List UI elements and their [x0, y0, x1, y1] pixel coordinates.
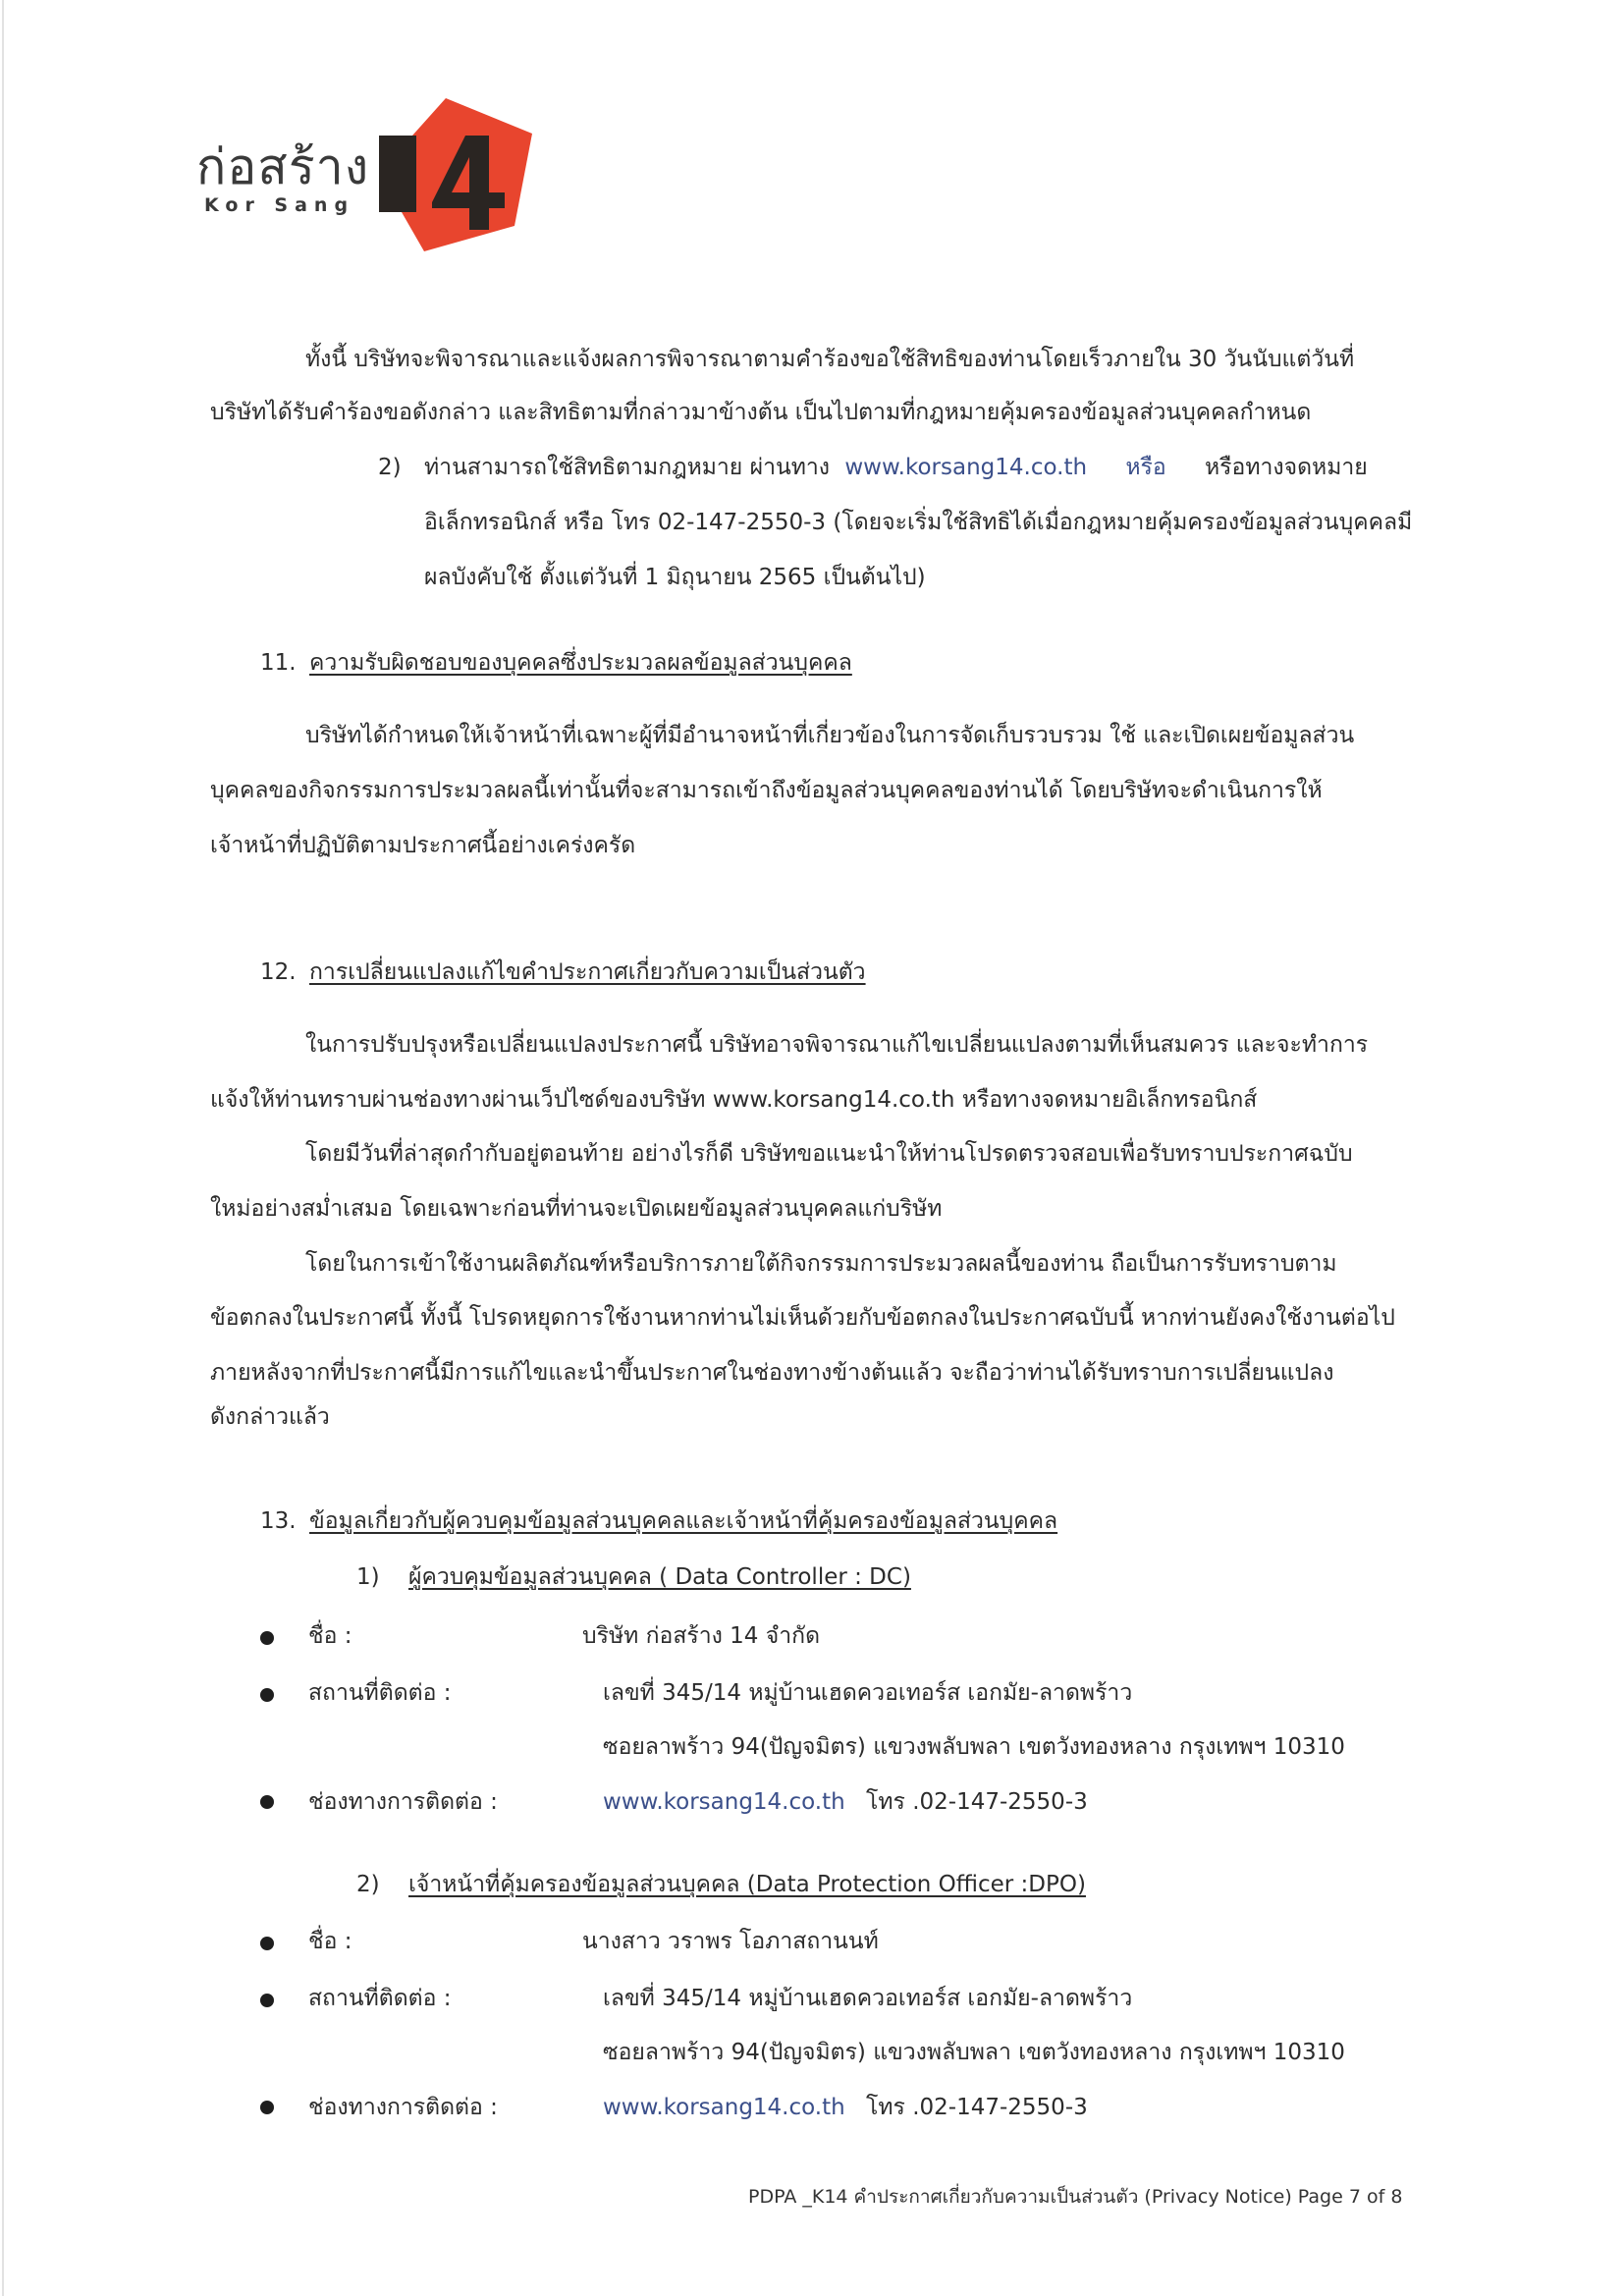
dpo-address-label: สถานที่ติดต่อ : — [308, 1986, 452, 2011]
dc-address-label: สถานที่ติดต่อ : — [308, 1680, 452, 1706]
item-2-text-part2: หรือทางจดหมาย — [1205, 455, 1368, 480]
dc-contact-bullet — [260, 1795, 274, 1809]
dpo-name-value: นางสาว วราพร โอภาสถานนท์ — [582, 1929, 879, 1954]
dpo-address-bullet — [260, 1994, 274, 2007]
section-12-number: 12. — [260, 959, 297, 985]
section-13-heading: ข้อมูลเกี่ยวกับผู้ควบคุมข้อมูลส่วนบุคคลและเจ้าหน้าที่คุ้มครองข้อมูลส่วนบุคคล — [309, 1508, 1058, 1534]
intro-line-1: ทั้งนี้ บริษัทจะพิจารณาและแจ้งผลการพิจารณาตามคำร้องขอใช้สิทธิของท่านโดยเร็วภายใน 30 วันนับแต่วันที่ — [305, 347, 1355, 372]
logo-pentagon-mark — [367, 96, 534, 253]
dc-contact-value — [603, 1787, 1088, 1817]
dpo-phone: โทร .02-147-2550-3 — [866, 2095, 1088, 2120]
item-2-text — [424, 453, 1368, 482]
dc-number: 1) — [356, 1564, 380, 1590]
dpo-contact-value — [603, 2093, 1088, 2122]
section-11-heading: ความรับผิดชอบของบุคคลซึ่งประมวลผลข้อมูลส่วนบุคคล — [309, 650, 852, 676]
dpo-number: 2) — [356, 1872, 380, 1897]
dpo-name-label: ชื่อ : — [308, 1929, 352, 1954]
item-2-website-link[interactable]: www.korsang14.co.th — [844, 455, 1088, 480]
scan-edge — [2, 0, 4, 2296]
dc-name-label: ชื่อ : — [308, 1623, 352, 1649]
item-2-or: หรือ — [1125, 455, 1166, 480]
item-2-line-3: ผลบังคับใช้ ตั้งแต่วันที่ 1 มิถุนายน 2565 เป็นต้นไป) — [424, 565, 926, 590]
dpo-contact-label: ช่องทางการติดต่อ : — [308, 2095, 498, 2120]
dpo-address-line-2: ซอยลาพร้าว 94(ปัญจมิตร) แขวงพลับพลา เขตวังทองหลาง กรุงเทพฯ 10310 — [603, 2040, 1345, 2065]
dpo-website-link[interactable]: www.korsang14.co.th — [603, 2095, 845, 2120]
section-12-p3-line-3: ภายหลังจากที่ประกาศนี้มีการแก้ไขและนำขึ้นประกาศในช่องทางข้างต้นแล้ว จะถือว่าท่านได้รับทราบการเปลี่ยนแปลง — [210, 1360, 1334, 1386]
section-13-number: 13. — [260, 1508, 297, 1534]
section-11-number: 11. — [260, 650, 297, 676]
dc-name-bullet — [260, 1631, 274, 1645]
dc-heading: ผู้ควบคุมข้อมูลส่วนบุคคล ( Data Controller : DC) — [408, 1564, 911, 1590]
section-12-p2-line-2: ใหม่อย่างสม่ำเสมอ โดยเฉพาะก่อนที่ท่านจะเปิดเผยข้อมูลส่วนบุคคลแก่บริษัท — [210, 1196, 943, 1222]
company-logo — [196, 96, 550, 253]
page-footer: PDPA _K14 คำประกาศเกี่ยวกับความเป็นส่วนตัว (Privacy Notice) Page 7 of 8 — [748, 2186, 1403, 2208]
logo-latin-text: Kor Sang — [204, 194, 355, 216]
section-12-p1-line-2: แจ้งให้ท่านทราบผ่านช่องทางผ่านเว็ปไซด์ของบริษัท www.korsang14.co.th หรือทางจดหมายอิเล็กทรอนิกส์ — [210, 1087, 1258, 1113]
section-11-line-2: บุคคลของกิจกรรมการประมวลผลนี้เท่านั้นที่จะสามารถเข้าถึงข้อมูลส่วนบุคคลของท่านได้ โดยบริษัทจะดำเนินการให้ — [210, 778, 1323, 803]
section-12-p2-line-1: โดยมีวันที่ล่าสุดกำกับอยู่ตอนท้าย อย่างไรก็ดี บริษัทขอแนะนำให้ท่านโปรดตรวจสอบเพื่อรับทราบประกาศฉบับ — [305, 1141, 1353, 1167]
section-12-p1-line-1: ในการปรับปรุงหรือเปลี่ยนแปลงประกาศนี้ บริษัทอาจพิจารณาแก้ไขเปลี่ยนแปลงตามที่เห็นสมควร และจะทำการ — [305, 1032, 1369, 1058]
dc-contact-label: ช่องทางการติดต่อ : — [308, 1789, 498, 1815]
section-12-p3-line-4: ดังกล่าวแล้ว — [210, 1404, 330, 1430]
intro-line-2: บริษัทได้รับคำร้องขอดังกล่าว และสิทธิตามที่กล่าวมาข้างต้น เป็นไปตามที่กฎหมายคุ้มครองข้อมูลส่วนบุคคลกำหนด — [210, 400, 1312, 425]
dc-name-value: บริษัท ก่อสร้าง 14 จำกัด — [582, 1623, 821, 1649]
section-12-p3-line-1: โดยในการเข้าใช้งานผลิตภัณฑ์หรือบริการภายใต้กิจกรรมการประมวลผลนี้ของท่าน ถือเป็นการรับทราบตาม — [305, 1251, 1337, 1277]
section-11-line-1: บริษัทได้กำหนดให้เจ้าหน้าที่เฉพาะผู้ที่มีอำนาจหน้าที่เกี่ยวข้องในการจัดเก็บรวบรวม ใช้ และเปิดเผยข้อมูลส่วน — [305, 723, 1355, 748]
item-2-number: 2) — [378, 455, 402, 480]
dpo-name-bullet — [260, 1937, 274, 1950]
item-2-text-part1: ท่านสามารถใช้สิทธิตามกฎหมาย ผ่านทาง — [424, 455, 831, 480]
item-2-line-2: อิเล็กทรอนิกส์ หรือ โทร 02-147-2550-3 (โดยจะเริ่มใช้สิทธิได้เมื่อกฎหมายคุ้มครองข้อมูลส่วนบุคคลมี — [424, 510, 1413, 535]
dpo-heading: เจ้าหน้าที่คุ้มครองข้อมูลส่วนบุคคล (Data Protection Officer :DPO) — [408, 1872, 1086, 1897]
dc-phone: โทร .02-147-2550-3 — [866, 1789, 1088, 1815]
dc-address-line-1: เลขที่ 345/14 หมู่บ้านเฮดควอเทอร์ส เอกมัย-ลาดพร้าว — [603, 1680, 1133, 1706]
dc-address-line-2: ซอยลาพร้าว 94(ปัญจมิตร) แขวงพลับพลา เขตวังทองหลาง กรุงเทพฯ 10310 — [603, 1734, 1345, 1760]
dc-address-bullet — [260, 1688, 274, 1702]
section-11-line-3: เจ้าหน้าที่ปฏิบัติตามประกาศนี้อย่างเคร่งครัด — [210, 833, 636, 858]
dpo-address-line-1: เลขที่ 345/14 หมู่บ้านเฮดควอเทอร์ส เอกมัย-ลาดพร้าว — [603, 1986, 1133, 2011]
dpo-contact-bullet — [260, 2101, 274, 2114]
section-12-p3-line-2: ข้อตกลงในประกาศนี้ ทั้งนี้ โปรดหยุดการใช้งานหากท่านไม่เห็นด้วยกับข้อตกลงในประกาศฉบับนี้ หากท่านยังคงใช้งานต่อไป — [210, 1305, 1395, 1331]
logo-thai-text: ก่อสร้าง — [196, 138, 370, 195]
section-12-heading: การเปลี่ยนแปลงแก้ไขคำประกาศเกี่ยวกับความเป็นส่วนตัว — [309, 959, 866, 985]
dc-website-link[interactable]: www.korsang14.co.th — [603, 1789, 845, 1815]
